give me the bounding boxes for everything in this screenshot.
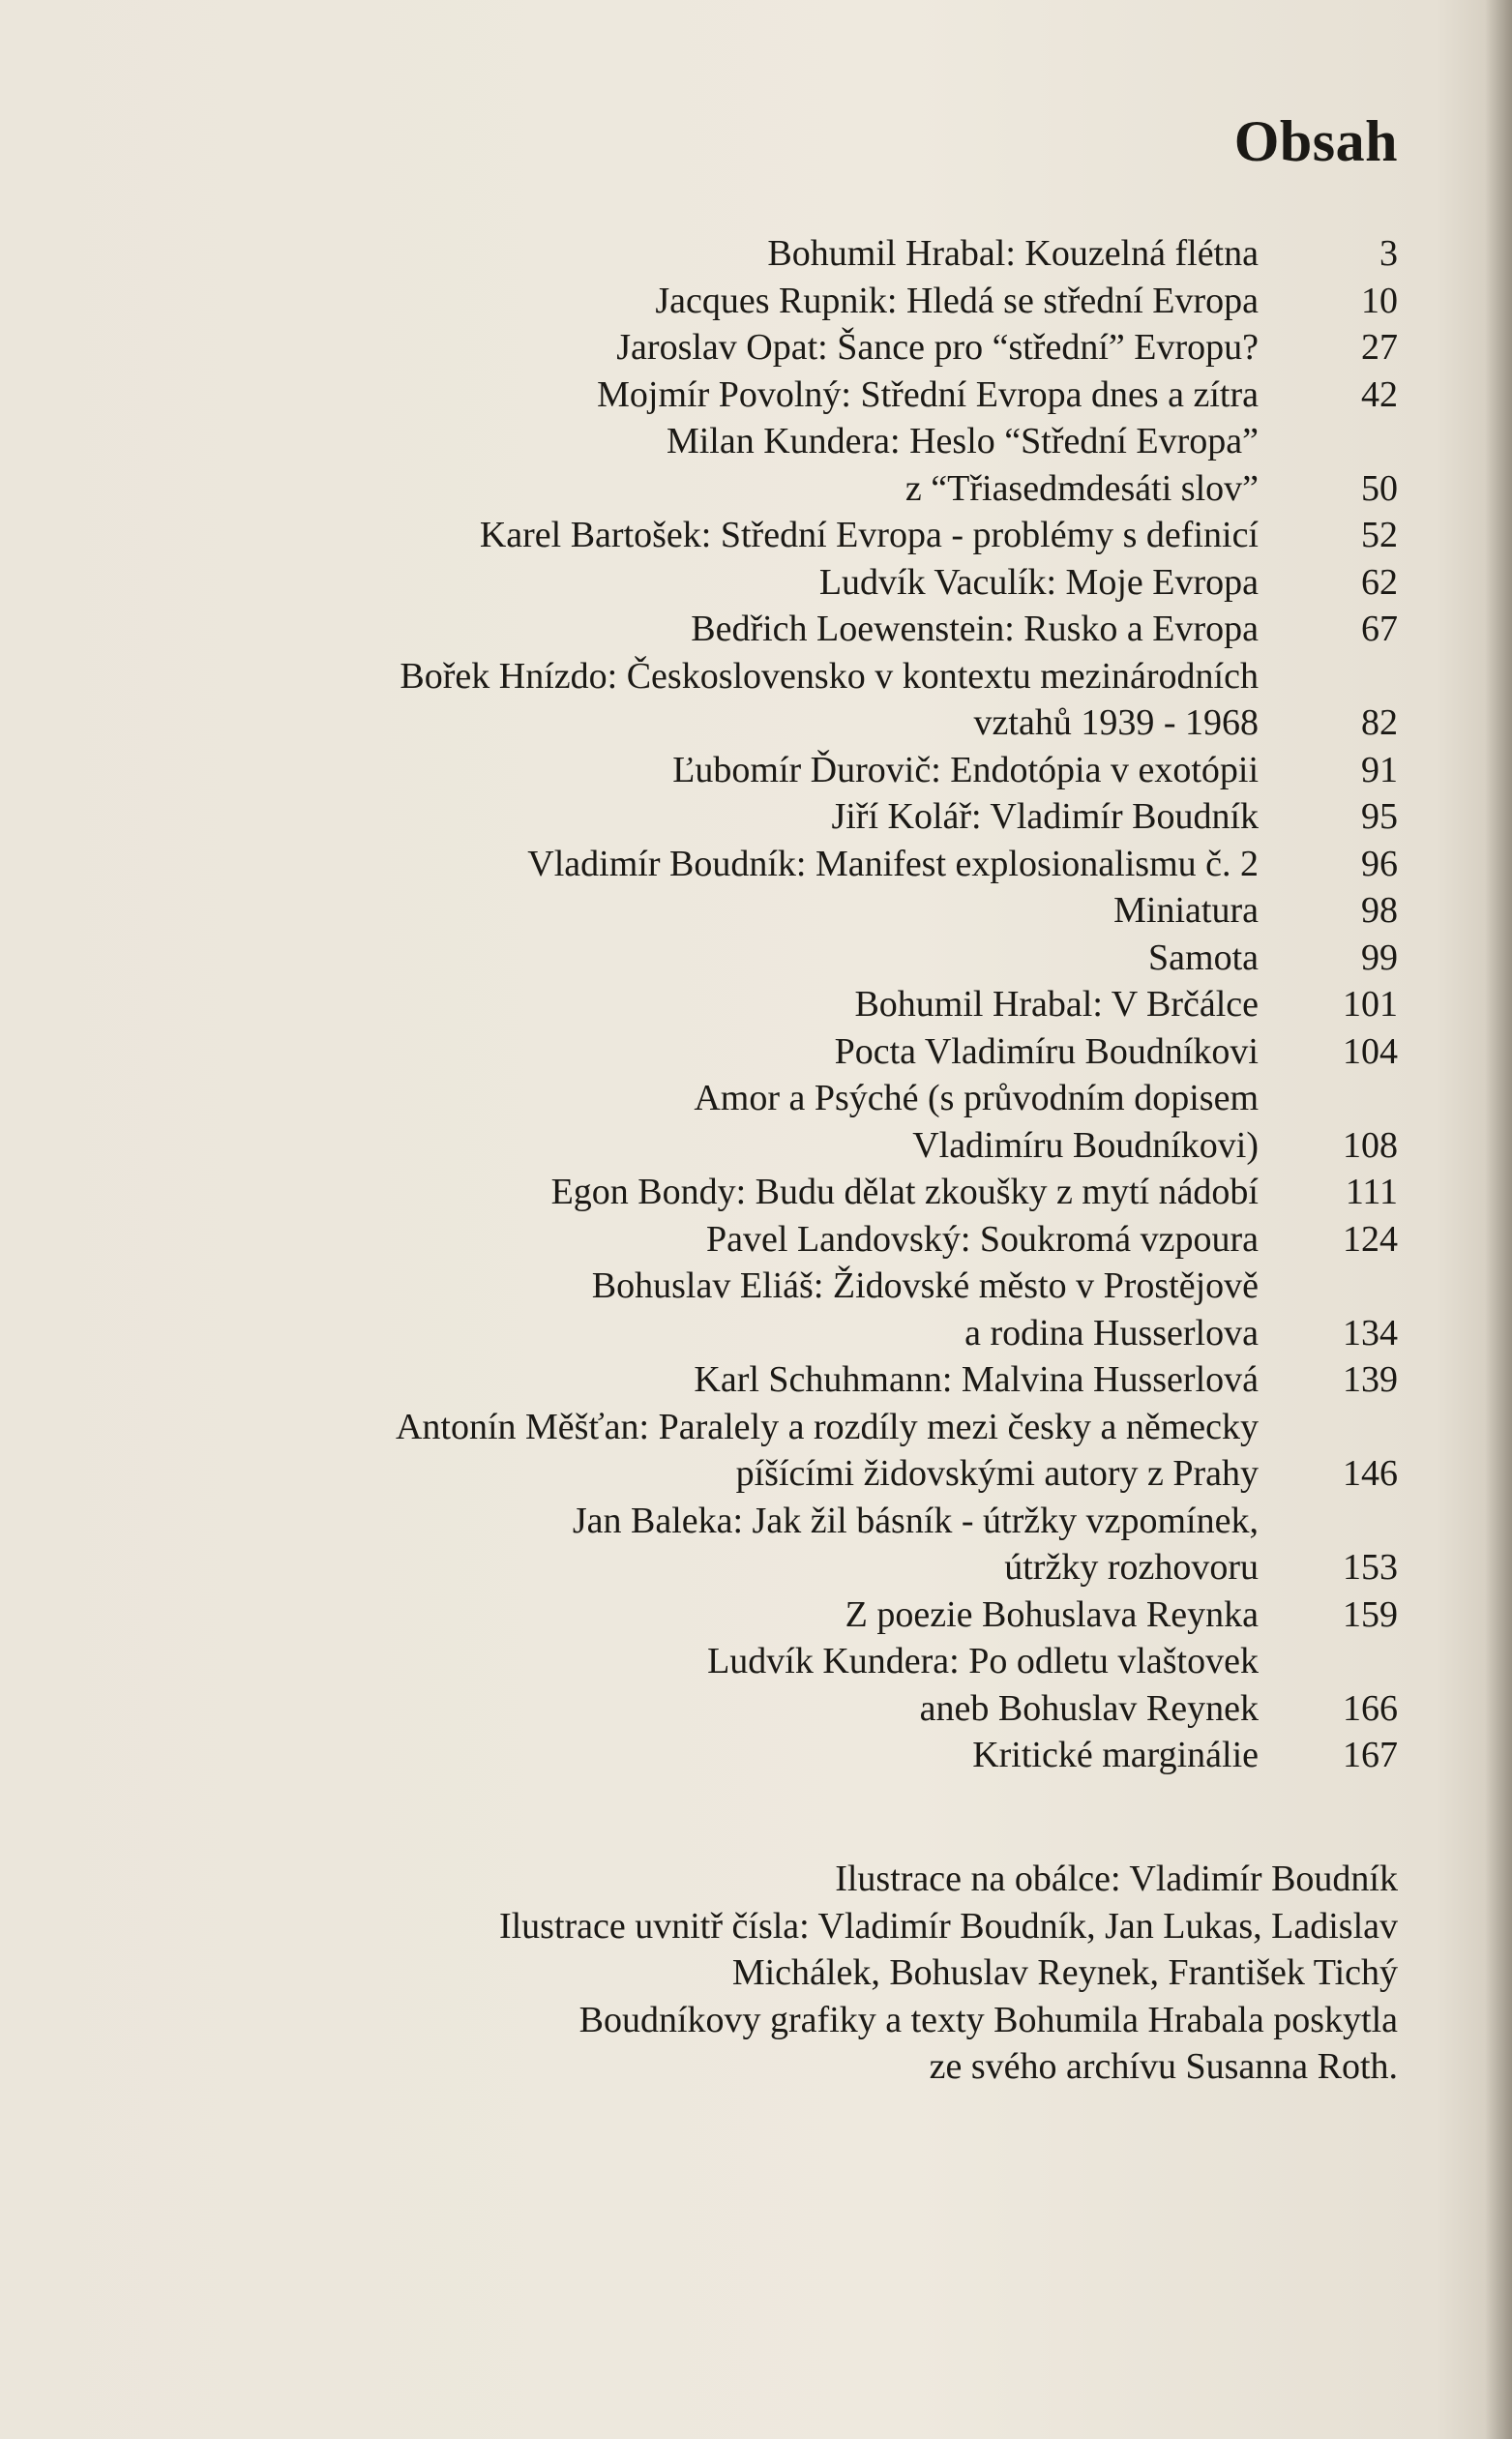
toc-page-number: 10	[1361, 280, 1398, 321]
toc-entry-text: Jaroslav Opat: Šance pro “střední” Evropu?	[616, 327, 1259, 368]
toc-page-number: 167	[1343, 1735, 1398, 1775]
toc-entry-text: aneb Bohuslav Reynek	[919, 1687, 1259, 1729]
toc-entry-text: Vladimíru Boudníkovi)	[912, 1124, 1259, 1166]
toc-page-number: 134	[1343, 1312, 1398, 1353]
toc-page-number: 99	[1361, 937, 1398, 978]
credit-line: Ilustrace uvnitř čísla: Vladimír Boudník, Jan Lukas, Ladislav	[498, 1905, 1398, 1947]
toc-page-number: 96	[1361, 843, 1398, 884]
credit-line: Ilustrace na obálce: Vladimír Boudník	[835, 1859, 1398, 1899]
toc-entry-text: Vladimír Boudník: Manifest explosionalismu č. 2	[527, 843, 1259, 884]
toc-page-number: 62	[1361, 561, 1398, 603]
toc-page-number: 3	[1379, 233, 1398, 274]
toc-entry-text: Bohumil Hrabal: Kouzelná flétna	[767, 233, 1259, 274]
toc-entry-text: vztahů 1939 - 1968	[973, 702, 1259, 743]
toc-page-number: 139	[1343, 1359, 1398, 1400]
toc-page-number: 166	[1343, 1687, 1398, 1729]
toc-entry-text: Pocta Vladimíru Boudníkovi	[834, 1030, 1259, 1072]
toc-entry-text: Samota	[1148, 937, 1259, 978]
toc-page-number: 42	[1361, 373, 1398, 415]
toc-page-number: 101	[1343, 984, 1398, 1025]
toc-page-number: 82	[1361, 702, 1398, 743]
credit-line: Michálek, Bohuslav Reynek, František Tichý	[731, 1952, 1398, 1993]
toc-entry-text: píšícími židovskými autory z Prahy	[735, 1453, 1259, 1494]
toc-page-number: 146	[1343, 1453, 1398, 1494]
toc-entry-text: Karl Schuhmann: Malvina Husserlová	[694, 1359, 1259, 1400]
toc-entry-text: Milan Kundera: Heslo “Střední Evropa”	[666, 421, 1259, 461]
toc-entry-text: Bořek Hnízdo: Československo v kontextu mezinárodních	[400, 655, 1259, 697]
toc-page-number: 67	[1361, 609, 1398, 649]
toc-page-number: 153	[1343, 1547, 1398, 1588]
toc-page-number: 124	[1343, 1218, 1398, 1260]
toc-entry-text: útržky rozhovoru	[1004, 1547, 1259, 1588]
toc-entry-text: Karel Bartošek: Střední Evropa - problémy s definicí	[479, 515, 1259, 555]
toc-page-number: 108	[1343, 1124, 1398, 1166]
toc-page-number: 27	[1361, 327, 1398, 368]
toc-entry-text: Miniatura	[1113, 890, 1259, 931]
page-title: Obsah	[1233, 109, 1398, 173]
toc-page-number: 111	[1345, 1172, 1398, 1212]
toc-entry-text: Jiří Kolář: Vladimír Boudník	[831, 796, 1259, 837]
toc-entry-text: Bohumil Hrabal: V Brčálce	[854, 984, 1259, 1025]
toc-entry-text: Kritické marginálie	[972, 1735, 1259, 1775]
toc-entry-text: Ľubomír Ďurovič: Endotópia v exotópii	[672, 749, 1259, 790]
toc-entry-text: Bohuslav Eliáš: Židovské město v Prostějově	[591, 1265, 1259, 1306]
toc-entry-text: Jacques Rupnik: Hledá se střední Evropa	[655, 280, 1259, 321]
toc-page-number: 98	[1361, 890, 1398, 931]
toc-entry-text: Z poezie Bohuslava Reynka	[845, 1593, 1259, 1635]
toc-entry-text: Ludvík Vaculík: Moje Evropa	[818, 561, 1259, 603]
toc-entry-text: Jan Baleka: Jak žil básník - útržky vzpomínek,	[572, 1500, 1259, 1541]
toc-page-number: 159	[1343, 1593, 1398, 1635]
toc-page-number: 104	[1343, 1030, 1398, 1072]
toc-entry-text: Amor a Psýché (s průvodním dopisem	[694, 1078, 1259, 1118]
toc-page-number: 50	[1361, 467, 1398, 509]
toc-page-number: 52	[1361, 515, 1398, 555]
toc-entry-text: Antonín Měšťan: Paralely a rozdíly mezi česky a německy	[395, 1406, 1259, 1447]
toc-page-number: 95	[1361, 796, 1398, 837]
toc-page-number: 91	[1361, 749, 1398, 790]
toc-entry-text: a rodina Husserlova	[964, 1312, 1259, 1353]
toc-entry-text: Egon Bondy: Budu dělat zkoušky z mytí nádobí	[550, 1172, 1259, 1212]
toc-entry-text: z “Třiasedmdesáti slov”	[904, 467, 1259, 509]
toc-entry-text: Pavel Landovský: Soukromá vzpoura	[706, 1218, 1259, 1260]
credit-line: ze svého archívu Susanna Roth.	[929, 2046, 1398, 2087]
credit-line: Boudníkovy grafiky a texty Bohumila Hrabala poskytla	[578, 1999, 1398, 2040]
toc-entry-text: Bedřich Loewenstein: Rusko a Evropa	[691, 609, 1259, 649]
toc-entry-text: Ludvík Kundera: Po odletu vlaštovek	[707, 1641, 1259, 1681]
toc-entry-text: Mojmír Povolný: Střední Evropa dnes a zítra	[597, 373, 1259, 415]
